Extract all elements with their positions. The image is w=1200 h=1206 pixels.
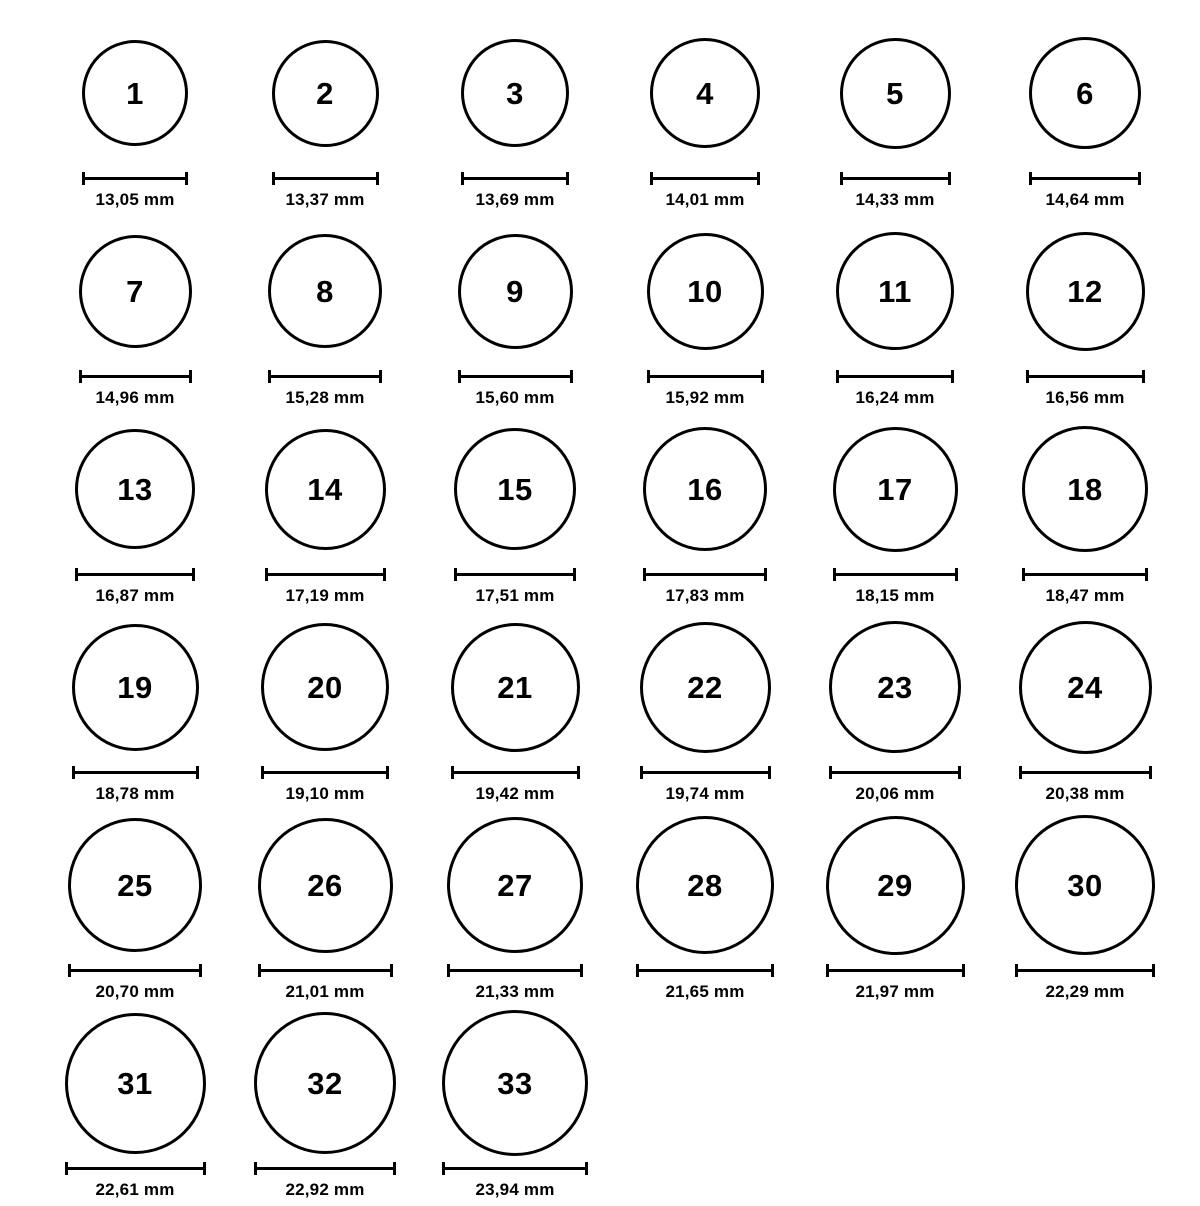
measure-cap-left (1026, 370, 1029, 383)
ring-size-cell (230, 810, 420, 1008)
measure-cap-right (771, 964, 774, 977)
ring-circle (1015, 815, 1155, 955)
ring-circle-wrapper (1022, 414, 1148, 564)
measure-cap-left (79, 370, 82, 383)
measure-cap-right (1145, 568, 1148, 581)
measure-cap-right (376, 172, 379, 185)
measure-line (640, 771, 771, 774)
diameter-measure-bar (840, 172, 951, 184)
diameter-label: 21,01 mm (285, 982, 365, 1001)
measure-cap-right (189, 370, 192, 383)
measure-cap-left (268, 370, 271, 383)
ring-circle (454, 428, 576, 550)
ring-size-number: 24 (1067, 669, 1103, 705)
measure-cap-left (265, 568, 268, 581)
diameter-measure-bar (833, 568, 958, 580)
ring-circle-wrapper (82, 18, 188, 168)
diameter-label: 15,60 mm (475, 388, 555, 407)
measure-line (265, 573, 386, 576)
measure-cap-left (647, 370, 650, 383)
ring-circle-wrapper (268, 216, 382, 366)
ring-size-cell (800, 414, 990, 612)
diameter-label: 23,94 mm (475, 1180, 555, 1199)
measure-cap-right (1138, 172, 1141, 185)
ring-size-cell (40, 1008, 230, 1206)
ring-circle-wrapper (458, 216, 573, 366)
diameter-measure-bar (272, 172, 379, 184)
diameter-label: 17,83 mm (665, 586, 745, 605)
ring-circle (265, 429, 386, 550)
measure-cap-left (650, 172, 653, 185)
ring-circle-wrapper (261, 612, 389, 762)
measure-cap-left (451, 766, 454, 779)
measure-cap-right (386, 766, 389, 779)
ring-circle-wrapper (636, 810, 774, 960)
measure-cap-right (764, 568, 767, 581)
ring-size-number: 30 (1067, 867, 1103, 903)
diameter-label: 17,19 mm (285, 586, 365, 605)
diameter-measure-bar (1026, 370, 1145, 382)
ring-circle-wrapper (65, 1008, 206, 1158)
ring-size-grid (40, 18, 1170, 1206)
ring-size-cell (230, 414, 420, 612)
measure-cap-left (454, 568, 457, 581)
measure-cap-left (82, 172, 85, 185)
measure-cap-right (573, 568, 576, 581)
diameter-measure-bar (826, 964, 965, 976)
measure-line (461, 177, 569, 180)
ring-size-cell (990, 414, 1180, 612)
ring-circle (79, 235, 192, 348)
diameter-measure-bar (458, 370, 573, 382)
ring-circle-wrapper (265, 414, 386, 564)
ring-size-cell (420, 612, 610, 810)
ring-circle (258, 818, 393, 953)
measure-cap-right (192, 568, 195, 581)
ring-size-number: 32 (307, 1065, 343, 1101)
diameter-measure-bar (636, 964, 774, 976)
measure-cap-right (203, 1162, 206, 1175)
ring-circle (272, 40, 379, 147)
measure-cap-left (836, 370, 839, 383)
ring-size-number: 10 (687, 273, 723, 309)
ring-circle-wrapper (833, 414, 958, 564)
measure-cap-left (1022, 568, 1025, 581)
ring-circle-wrapper (643, 414, 767, 564)
ring-circle (75, 429, 195, 549)
measure-line (72, 771, 199, 774)
ring-circle (647, 233, 764, 350)
diameter-label: 16,24 mm (855, 388, 935, 407)
diameter-measure-bar (82, 172, 188, 184)
ring-circle-wrapper (829, 612, 961, 762)
measure-cap-left (272, 172, 275, 185)
measure-line (650, 177, 760, 180)
ring-circle (268, 234, 382, 348)
ring-circle (640, 622, 771, 753)
ring-size-cell (990, 810, 1180, 1008)
ring-size-number: 8 (316, 273, 334, 309)
ring-size-number: 28 (687, 867, 723, 903)
ring-circle-wrapper (1015, 810, 1155, 960)
diameter-measure-bar (461, 172, 569, 184)
measure-line (65, 1167, 206, 1170)
ring-circle-wrapper (447, 810, 583, 960)
ring-size-cell (990, 612, 1180, 810)
ring-circle (826, 816, 965, 955)
measure-cap-left (258, 964, 261, 977)
measure-cap-left (1029, 172, 1032, 185)
ring-size-number: 12 (1067, 273, 1103, 309)
ring-size-cell (230, 216, 420, 414)
diameter-measure-bar (268, 370, 382, 382)
diameter-label: 16,87 mm (95, 586, 175, 605)
measure-cap-left (1015, 964, 1018, 977)
ring-circle-wrapper (840, 18, 951, 168)
diameter-measure-bar (1015, 964, 1155, 976)
diameter-label: 17,51 mm (475, 586, 555, 605)
measure-line (1022, 573, 1148, 576)
measure-line (451, 771, 580, 774)
ring-circle-wrapper (258, 810, 393, 960)
ring-circle-wrapper (826, 810, 965, 960)
diameter-measure-bar (254, 1162, 396, 1174)
ring-size-number: 13 (117, 471, 153, 507)
ring-circle (68, 818, 202, 952)
ring-circle (65, 1013, 206, 1154)
ring-size-number: 7 (126, 273, 144, 309)
ring-size-cell (610, 612, 800, 810)
ring-size-cell (420, 414, 610, 612)
ring-size-cell (40, 810, 230, 1008)
measure-line (261, 771, 389, 774)
ring-size-number: 16 (687, 471, 723, 507)
diameter-label: 20,06 mm (855, 784, 935, 803)
ring-size-cell (40, 612, 230, 810)
ring-size-number: 26 (307, 867, 343, 903)
diameter-label: 19,42 mm (475, 784, 555, 803)
measure-line (258, 969, 393, 972)
diameter-measure-bar (258, 964, 393, 976)
diameter-measure-bar (836, 370, 954, 382)
ring-size-number: 9 (506, 273, 524, 309)
measure-cap-left (640, 766, 643, 779)
ring-size-number: 1 (126, 75, 144, 111)
diameter-label: 20,38 mm (1045, 784, 1125, 803)
measure-line (268, 375, 382, 378)
ring-circle (447, 817, 583, 953)
ring-size-cell (420, 18, 610, 216)
measure-line (1019, 771, 1152, 774)
ring-circle-wrapper (1029, 18, 1141, 168)
measure-cap-left (458, 370, 461, 383)
measure-cap-right (185, 172, 188, 185)
diameter-label: 21,65 mm (665, 982, 745, 1001)
measure-line (833, 573, 958, 576)
measure-cap-left (840, 172, 843, 185)
ring-size-cell (610, 18, 800, 216)
ring-size-number: 4 (696, 75, 714, 111)
ring-size-cell (420, 810, 610, 1008)
measure-cap-left (461, 172, 464, 185)
diameter-label: 16,56 mm (1045, 388, 1125, 407)
ring-size-number: 17 (877, 471, 913, 507)
diameter-measure-bar (1022, 568, 1148, 580)
ring-circle-wrapper (272, 18, 379, 168)
diameter-measure-bar (68, 964, 202, 976)
ring-circle-wrapper (650, 18, 760, 168)
ring-size-cell (40, 18, 230, 216)
ring-circle (82, 40, 188, 146)
ring-size-number: 29 (877, 867, 913, 903)
ring-circle (72, 624, 199, 751)
measure-line (1015, 969, 1155, 972)
diameter-measure-bar (1019, 766, 1152, 778)
measure-cap-right (951, 370, 954, 383)
diameter-label: 22,61 mm (95, 1180, 175, 1199)
measure-line (458, 375, 573, 378)
ring-size-cell (610, 216, 800, 414)
measure-cap-right (393, 1162, 396, 1175)
ring-circle-wrapper (836, 216, 954, 366)
ring-circle-wrapper (461, 18, 569, 168)
ring-size-cell (230, 18, 420, 216)
ring-size-cell (40, 414, 230, 612)
measure-cap-right (761, 370, 764, 383)
ring-circle (442, 1010, 588, 1156)
measure-cap-left (68, 964, 71, 977)
diameter-measure-bar (451, 766, 580, 778)
ring-circle (1022, 426, 1148, 552)
diameter-label: 21,33 mm (475, 982, 555, 1001)
measure-cap-right (390, 964, 393, 977)
ring-circle-wrapper (1019, 612, 1152, 762)
measure-cap-right (955, 568, 958, 581)
ring-circle-wrapper (68, 810, 202, 960)
measure-line (79, 375, 192, 378)
diameter-label: 14,96 mm (95, 388, 175, 407)
measure-line (1029, 177, 1141, 180)
measure-cap-right (580, 964, 583, 977)
measure-cap-right (379, 370, 382, 383)
diameter-label: 14,01 mm (665, 190, 745, 209)
diameter-measure-bar (1029, 172, 1141, 184)
measure-line (836, 375, 954, 378)
measure-line (829, 771, 961, 774)
measure-cap-right (958, 766, 961, 779)
measure-line (454, 573, 576, 576)
ring-circle (254, 1012, 396, 1154)
measure-cap-left (65, 1162, 68, 1175)
diameter-label: 15,28 mm (285, 388, 365, 407)
measure-line (442, 1167, 588, 1170)
ring-circle (836, 232, 954, 350)
ring-size-cell (230, 612, 420, 810)
ring-circle (636, 816, 774, 954)
measure-cap-right (566, 172, 569, 185)
diameter-label: 18,47 mm (1045, 586, 1125, 605)
measure-cap-left (261, 766, 264, 779)
ring-circle-wrapper (75, 414, 195, 564)
ring-circle (1019, 621, 1152, 754)
measure-cap-right (1142, 370, 1145, 383)
measure-cap-left (254, 1162, 257, 1175)
diameter-label: 22,92 mm (285, 1180, 365, 1199)
ring-circle (451, 623, 580, 752)
diameter-label: 18,78 mm (95, 784, 175, 803)
measure-cap-left (75, 568, 78, 581)
ring-size-cell (230, 1008, 420, 1206)
ring-size-number: 20 (307, 669, 343, 705)
measure-line (1026, 375, 1145, 378)
ring-circle (829, 621, 961, 753)
diameter-measure-bar (643, 568, 767, 580)
ring-size-number: 15 (497, 471, 533, 507)
diameter-label: 20,70 mm (95, 982, 175, 1001)
diameter-label: 13,05 mm (95, 190, 175, 209)
ring-size-cell (990, 18, 1180, 216)
ring-circle-wrapper (72, 612, 199, 762)
diameter-label: 14,33 mm (855, 190, 935, 209)
ring-size-cell (800, 612, 990, 810)
ring-size-cell (800, 216, 990, 414)
diameter-measure-bar (79, 370, 192, 382)
diameter-measure-bar (447, 964, 583, 976)
measure-cap-right (768, 766, 771, 779)
diameter-label: 22,29 mm (1045, 982, 1125, 1001)
measure-cap-left (636, 964, 639, 977)
ring-circle-wrapper (451, 612, 580, 762)
diameter-measure-bar (829, 766, 961, 778)
ring-circle (261, 623, 389, 751)
measure-line (68, 969, 202, 972)
ring-circle (833, 427, 958, 552)
ring-circle (1026, 232, 1145, 351)
diameter-label: 19,10 mm (285, 784, 365, 803)
ring-size-number: 18 (1067, 471, 1103, 507)
ring-size-number: 5 (886, 75, 904, 111)
ring-size-number: 23 (877, 669, 913, 705)
ring-size-number: 31 (117, 1065, 153, 1101)
measure-cap-left (643, 568, 646, 581)
measure-line (826, 969, 965, 972)
measure-cap-left (442, 1162, 445, 1175)
ring-circle-wrapper (647, 216, 764, 366)
diameter-measure-bar (265, 568, 386, 580)
measure-line (447, 969, 583, 972)
measure-cap-right (962, 964, 965, 977)
diameter-label: 13,69 mm (475, 190, 555, 209)
measure-line (647, 375, 764, 378)
ring-size-number: 21 (497, 669, 533, 705)
ring-size-number: 19 (117, 669, 153, 705)
measure-cap-right (383, 568, 386, 581)
measure-line (272, 177, 379, 180)
ring-circle-wrapper (454, 414, 576, 564)
ring-circle-wrapper (1026, 216, 1145, 366)
measure-line (82, 177, 188, 180)
ring-size-cell (800, 18, 990, 216)
ring-circle (840, 38, 951, 149)
diameter-measure-bar (72, 766, 199, 778)
ring-size-number: 3 (506, 75, 524, 111)
measure-cap-left (826, 964, 829, 977)
ring-size-number: 33 (497, 1065, 533, 1101)
ring-circle-wrapper (442, 1008, 588, 1158)
ring-size-number: 6 (1076, 75, 1094, 111)
measure-cap-right (199, 964, 202, 977)
measure-cap-right (577, 766, 580, 779)
ring-size-number: 11 (878, 273, 912, 309)
ring-size-cell (420, 1008, 610, 1206)
diameter-label: 21,97 mm (855, 982, 935, 1001)
measure-cap-right (585, 1162, 588, 1175)
ring-size-cell (610, 414, 800, 612)
measure-cap-left (447, 964, 450, 977)
ring-size-number: 22 (687, 669, 723, 705)
ring-circle (650, 38, 760, 148)
ring-size-number: 2 (316, 75, 334, 111)
measure-cap-right (757, 172, 760, 185)
ring-size-cell (610, 810, 800, 1008)
ring-size-cell (420, 216, 610, 414)
ring-size-number: 27 (497, 867, 533, 903)
measure-cap-left (833, 568, 836, 581)
measure-line (254, 1167, 396, 1170)
diameter-measure-bar (647, 370, 764, 382)
diameter-measure-bar (261, 766, 389, 778)
measure-line (636, 969, 774, 972)
ring-circle-wrapper (79, 216, 192, 366)
ring-circle (1029, 37, 1141, 149)
ring-circle-wrapper (640, 612, 771, 762)
diameter-label: 14,64 mm (1045, 190, 1125, 209)
measure-line (75, 573, 195, 576)
measure-cap-right (570, 370, 573, 383)
diameter-measure-bar (65, 1162, 206, 1174)
ring-size-cell (800, 810, 990, 1008)
ring-size-number: 14 (307, 471, 343, 507)
ring-circle (461, 39, 569, 147)
diameter-label: 18,15 mm (855, 586, 935, 605)
measure-cap-left (72, 766, 75, 779)
diameter-label: 13,37 mm (285, 190, 365, 209)
measure-cap-right (1152, 964, 1155, 977)
diameter-measure-bar (650, 172, 760, 184)
measure-cap-left (1019, 766, 1022, 779)
ring-circle (458, 234, 573, 349)
ring-circle-wrapper (254, 1008, 396, 1158)
measure-line (643, 573, 767, 576)
diameter-label: 15,92 mm (665, 388, 745, 407)
measure-cap-right (948, 172, 951, 185)
diameter-measure-bar (454, 568, 576, 580)
diameter-measure-bar (442, 1162, 588, 1174)
measure-cap-left (829, 766, 832, 779)
diameter-label: 19,74 mm (665, 784, 745, 803)
diameter-measure-bar (75, 568, 195, 580)
measure-line (840, 177, 951, 180)
ring-size-cell (990, 216, 1180, 414)
diameter-measure-bar (640, 766, 771, 778)
measure-cap-right (1149, 766, 1152, 779)
ring-circle (643, 427, 767, 551)
ring-size-number: 25 (117, 867, 153, 903)
measure-cap-right (196, 766, 199, 779)
ring-size-cell (40, 216, 230, 414)
